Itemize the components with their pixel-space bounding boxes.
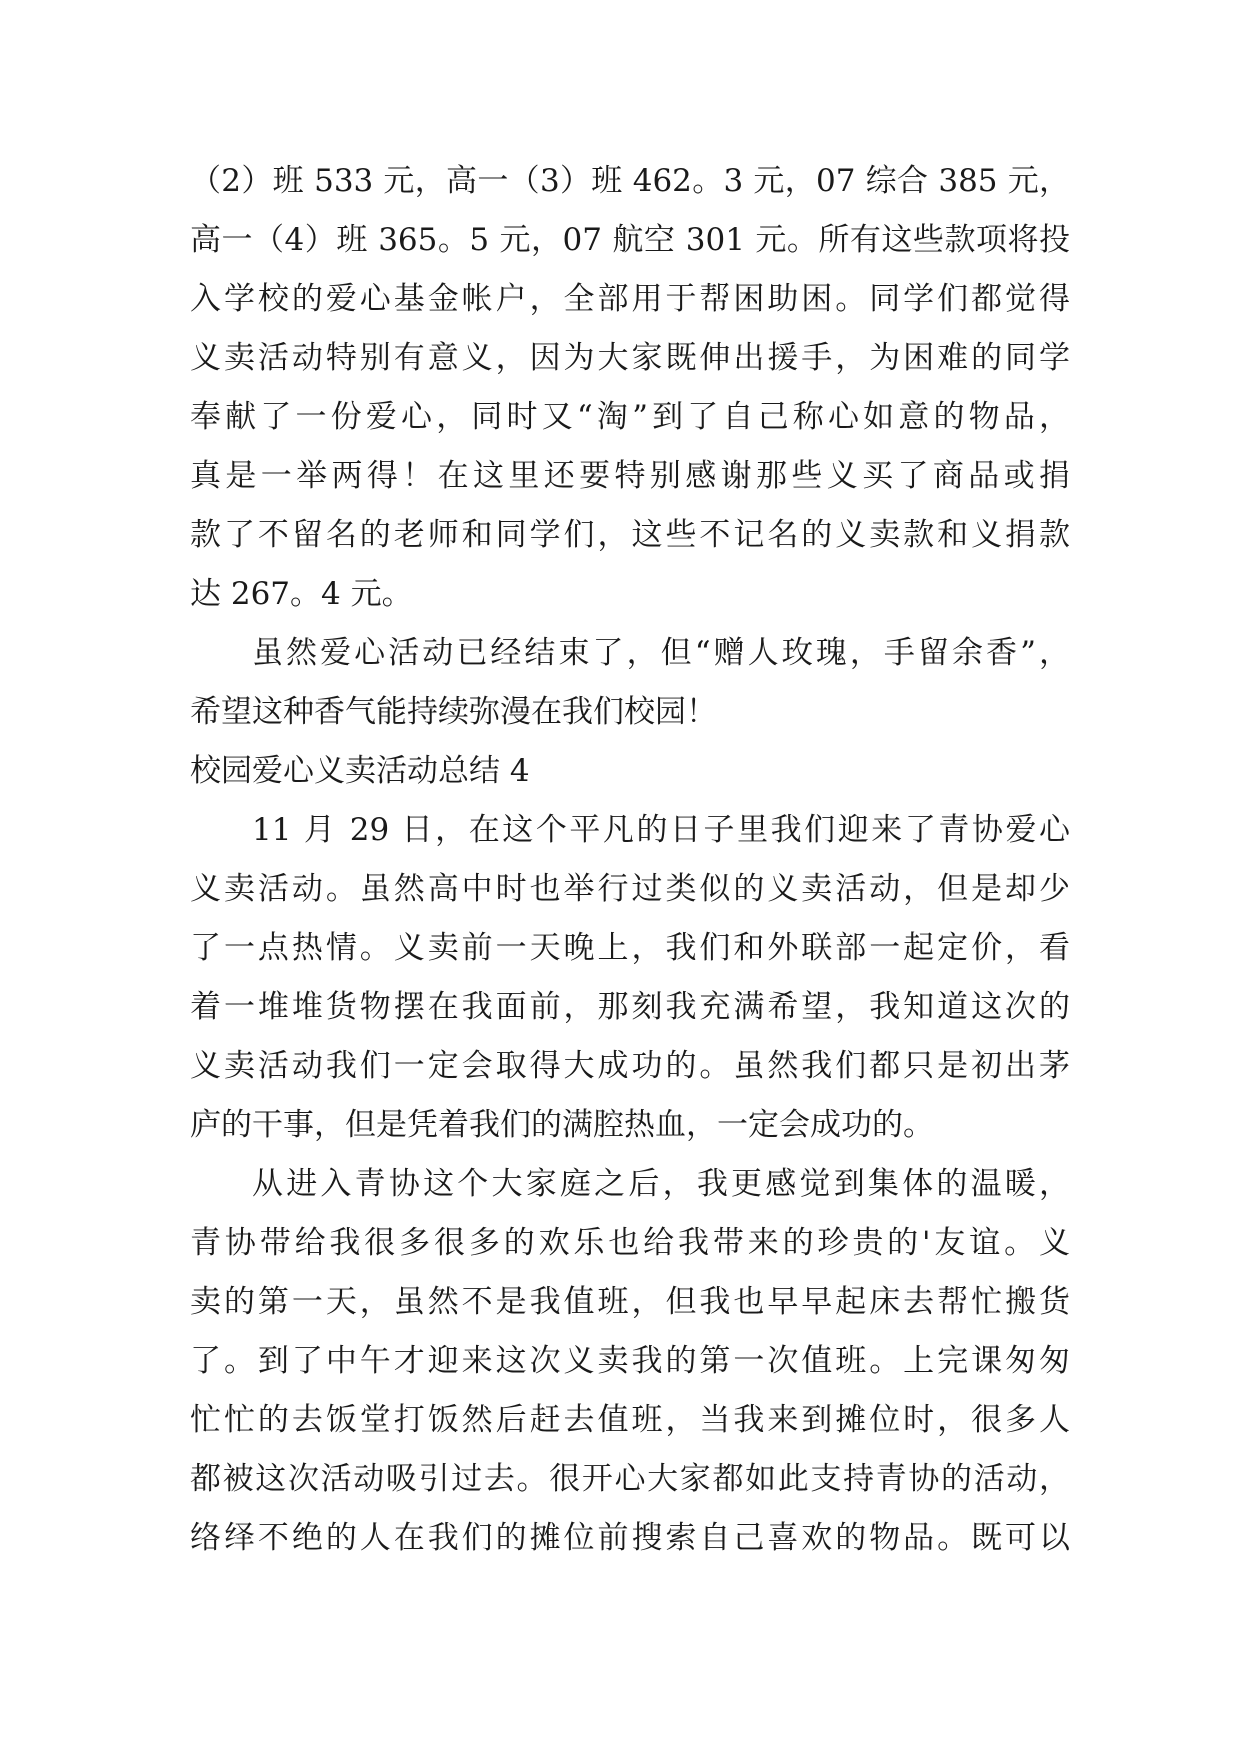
text-line: 从进入青协这个大家庭之后，我更感觉到集体的温暖， — [252, 1166, 1070, 1202]
text-line: 忙忙的去饭堂打饭然后赶去值班，当我来到摊位时，很多人 — [190, 1402, 1070, 1438]
text-line: 虽然爱心活动已经结束了，但“赠人玫瑰，手留余香”， — [252, 635, 1070, 671]
text-line: 了。到了中午才迎来这次义卖我的第一次值班。上完课匆匆 — [190, 1343, 1070, 1379]
text-line: 卖的第一天，虽然不是我值班，但我也早早起床去帮忙搬货 — [190, 1284, 1070, 1320]
text-line: 达 267。4 元。 — [190, 576, 413, 612]
text-line: 入学校的爱心基金帐户，全部用于帮困助困。同学们都觉得 — [190, 281, 1070, 317]
text-line: 都被这次活动吸引过去。很开心大家都如此支持青协的活动， — [190, 1461, 1070, 1497]
text-line: 高一（4）班 365。5 元，07 航空 301 元。所有这些款项将投 — [190, 222, 1070, 258]
text-line: 义卖活动特别有意义，因为大家既伸出援手，为困难的同学 — [190, 340, 1070, 376]
text-line: 奉献了一份爱心，同时又“淘”到了自己称心如意的物品， — [190, 399, 1070, 435]
text-line: 11 月 29 日，在这个平凡的日子里我们迎来了青协爱心 — [252, 812, 1070, 848]
paragraph-volunteer-experience — [190, 1155, 1070, 1568]
text-line: 青协带给我很多很多的欢乐也给我带来的珍贵的'友谊。义 — [190, 1225, 1070, 1261]
text-line: 络绎不绝的人在我们的摊位前搜索自己喜欢的物品。既可以 — [190, 1520, 1070, 1556]
text-line: （2）班 533 元，高一（3）班 462。3 元，07 综合 385 元， — [190, 163, 1070, 199]
section-heading: 校园爱心义卖活动总结 4 — [190, 753, 530, 789]
text-line: 义卖活动我们一定会取得大成功的。虽然我们都只是初出茅 — [190, 1048, 1070, 1084]
text-line: 了一点热情。义卖前一天晚上，我们和外联部一起定价，看 — [190, 930, 1070, 966]
text-line: 庐的干事，但是凭着我们的满腔热血，一定会成功的。 — [190, 1107, 934, 1143]
text-line: 希望这种香气能持续弥漫在我们校园！ — [190, 694, 717, 730]
text-line: 义卖活动。虽然高中时也举行过类似的义卖活动，但是却少 — [190, 871, 1070, 907]
paragraph-event-intro — [190, 801, 1070, 1155]
paragraph-closing-remark — [190, 624, 1070, 742]
document-page — [190, 152, 1070, 1568]
text-line: 真是一举两得！在这里还要特别感谢那些义买了商品或捐 — [190, 458, 1070, 494]
text-line: 着一堆堆货物摆在我面前，那刻我充满希望，我知道这次的 — [190, 989, 1070, 1025]
text-line: 款了不留名的老师和同学们，这些不记名的义卖款和义捐款 — [190, 517, 1070, 553]
paragraph-donation-totals — [190, 152, 1070, 624]
